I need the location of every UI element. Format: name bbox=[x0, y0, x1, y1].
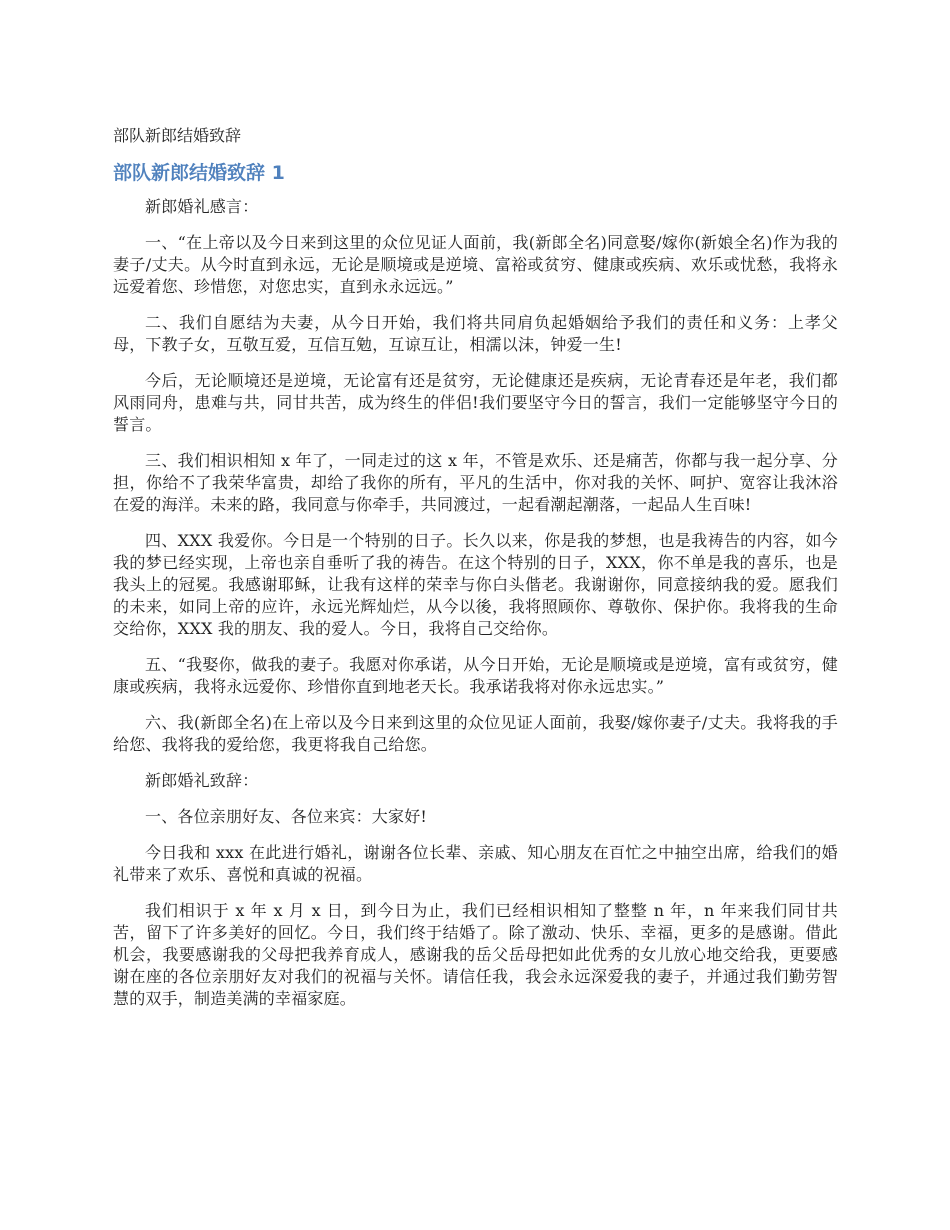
paragraph-6: 四、XXX 我爱你。今日是一个特别的日子。长久以来，你是我的梦想，也是我祷告的内容，如今我的梦已经实现，上帝也亲自垂听了我的祷告。在这个特别的日子，XXX，你不单是我的喜乐，也是我头上的冠冕。我感谢耶稣，让我有这样的荣幸与你白头偕老。我谢谢你，同意接纳我的爱。愿我们的未来，如同上帝的应许，永远光辉灿烂，从今以後，我将照顾你、尊敬你、保护你。我将我的生命交给你，XXX 我的朋友、我的爱人。今日，我将自己交给你。 bbox=[113, 531, 838, 638]
paragraph-9: 新郎婚礼致辞： bbox=[145, 771, 259, 790]
section-heading: 部队新郎结婚致辞 1 bbox=[113, 162, 285, 184]
paragraph-2: 一、“在上帝以及今日来到这里的众位见证人面前，我(新郎全名)同意娶/嫁你(新娘全名)作为我的妻子/丈夫。从今时直到永远，无论是顺境或是逆境、富裕或贫穷、健康或疾病、欢乐或忧愁，我将永远爱着您、珍惜您，对您忠实，直到永永远远。” bbox=[113, 233, 838, 296]
paragraph-1: 新郎婚礼感言： bbox=[145, 197, 259, 216]
paragraph-4: 今后，无论顺境还是逆境，无论富有还是贫穷，无论健康还是疾病，无论青春还是年老，我们都风雨同舟，患难与共，同甘共苦，成为终生的伴侣!我们要坚守今日的誓言，我们一定能够坚守今日的誓言。 bbox=[113, 371, 838, 434]
paragraph-7: 五、“我娶你，做我的妻子。我愿对你承诺，从今日开始，无论是顺境或是逆境，富有或贫穷，健康或疾病，我将永远爱你、珍惜你直到地老天长。我承诺我将对你永远忠实。” bbox=[113, 655, 838, 696]
paragraph-3: 二、我们自愿结为夫妻，从今日开始，我们将共同肩负起婚姻给予我们的责任和义务：上孝父母，下教子女，互敬互爱，互信互勉，互谅互让，相濡以沫，钟爱一生! bbox=[113, 313, 838, 354]
paragraph-8: 六、我(新郎全名)在上帝以及今日来到这里的众位见证人面前，我娶/嫁你妻子/丈夫。我将我的手给您、我将我的爱给您，我更将我自己给您。 bbox=[113, 713, 838, 754]
document-title: 部队新郎结婚致辞 bbox=[113, 126, 242, 145]
paragraph-12: 我们相识于 x 年 x 月 x 日，到今日为止，我们已经相识相知了整整 n 年，n 年来我们同甘共苦，留下了许多美好的回忆。今日，我们终于结婚了。除了激动、快乐、幸福，更多的是感谢。借此机会，我要感谢我的父母把我养育成人，感谢我的岳父岳母把如此优秀的女儿放心地交给我，更要感谢在座的各位亲朋好友对我们的祝福与关怀。请信任我，我会永远深爱我的妻子，并通过我们勤劳智慧的双手，制造美满的幸福家庭。 bbox=[113, 901, 838, 1008]
paragraph-10: 一、各位亲朋好友、各位来宾：大家好! bbox=[145, 807, 428, 826]
paragraph-11: 今日我和 xxx 在此进行婚礼，谢谢各位长辈、亲戚、知心朋友在百忙之中抽空出席，给我们的婚礼带来了欢乐、喜悦和真诚的祝福。 bbox=[113, 843, 838, 884]
document-body bbox=[113, 124, 838, 1024]
paragraph-5: 三、我们相识相知 x 年了，一同走过的这 x 年，不管是欢乐、还是痛苦，你都与我一起分享、分担，你给不了我荣华富贵，却给了我你的所有，平凡的生活中，你对我的关怀、呵护、宽容让我沐浴在爱的海洋。未来的路，我同意与你牵手，共同渡过，一起看潮起潮落，一起品人生百味! bbox=[113, 451, 838, 514]
